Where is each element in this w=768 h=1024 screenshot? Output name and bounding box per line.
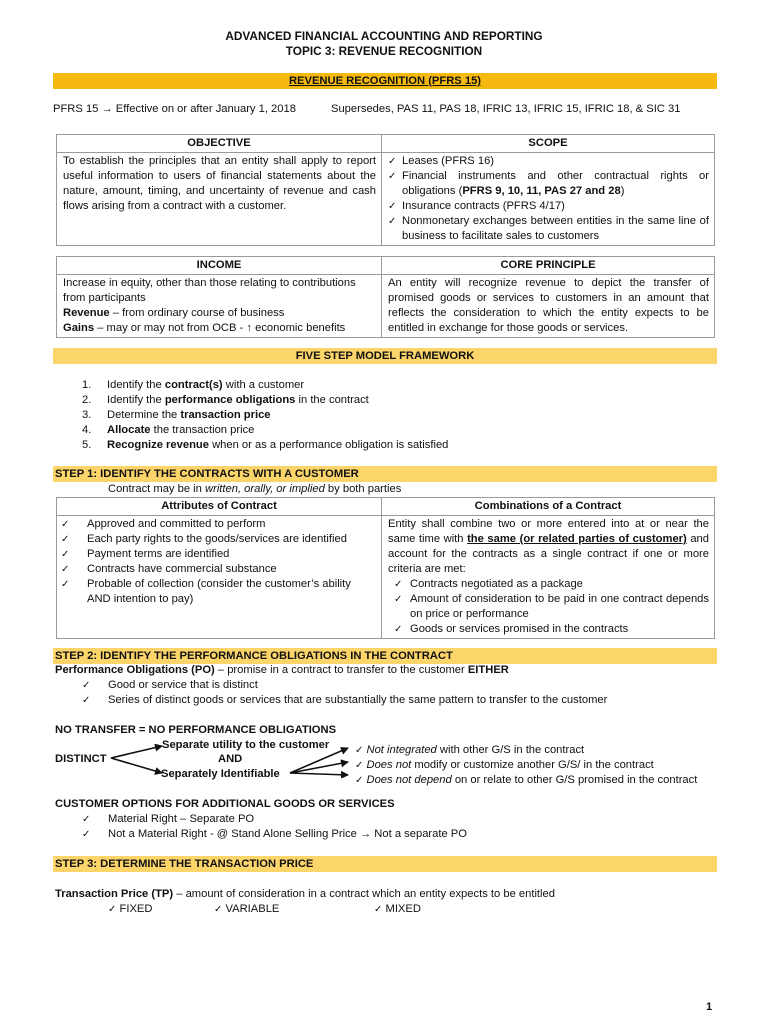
list-item: ✓ Financial instruments and other contractual rights or obligations (PFRS 9, 10, 11, PAS 27 and 28) xyxy=(388,170,709,197)
list-item: ✓ Probable of collection (consider the customer’s ability AND intention to pay) xyxy=(61,578,351,605)
scope-header: SCOPE xyxy=(382,135,715,153)
page-number: 1 xyxy=(706,1001,713,1013)
checkmark-icon: ✓ xyxy=(82,680,91,691)
checkmark-icon: ✓ xyxy=(214,904,223,915)
list-item: ✓ Nonmonetary exchanges between entities in the same line of business to facilitate sales to customers xyxy=(388,215,709,242)
pfrs-label: PFRS 15 xyxy=(53,103,102,115)
five-step-list xyxy=(82,378,682,453)
combinations-header: Combinations of a Contract xyxy=(382,498,715,516)
option-1-text: Material Right – Separate PO xyxy=(108,813,255,825)
scope-list xyxy=(388,154,709,244)
po-definition: Performance Obligations (PO) – promise in a contract to transfer to the customer EITHER xyxy=(55,664,509,676)
no-transfer-heading: NO TRANSFER = NO PERFORMANCE OBLIGATIONS xyxy=(55,724,337,736)
checkmark-icon: ✓ xyxy=(61,564,70,575)
tp-type-variable: ✓ VARIABLE xyxy=(214,903,280,915)
objective-header: OBJECTIVE xyxy=(57,135,382,153)
list-item: 2. Identify the performance obligations in the contract xyxy=(82,394,369,406)
list-item: ✓ Not integrated with other G/S in the contract xyxy=(355,744,585,756)
checkmark-icon: ✓ xyxy=(355,760,364,771)
gains-definition: Gains – may or may not from OCB - ↑ economic benefits xyxy=(63,322,346,334)
income-header: INCOME xyxy=(57,257,382,275)
step2-title: STEP 2: IDENTIFY THE PERFORMANCE OBLIGATIONS IN THE CONTRACT xyxy=(55,650,453,662)
checkmark-icon: ✓ xyxy=(108,904,117,915)
core-principle-header: CORE PRINCIPLE xyxy=(382,257,715,275)
tp-type-fixed: ✓ FIXED xyxy=(108,903,153,915)
list-item: ✓ Insurance contracts (PFRS 4/17) xyxy=(388,200,565,212)
section-bar-revenue-recognition xyxy=(53,73,717,89)
list-item: ✓ Each party rights to the goods/services are identified xyxy=(61,533,347,545)
contract-form-note: Contract may be in written, orally, or implied by both parties xyxy=(108,483,402,495)
combinations-list xyxy=(394,577,709,637)
list-item: 5. Recognize revenue when or as a performance obligation is satisfied xyxy=(82,439,449,451)
po-item-2 xyxy=(82,693,90,708)
document-title: ADVANCED FINANCIAL ACCOUNTING AND REPORTING xyxy=(225,29,543,43)
customer-options-heading: CUSTOMER OPTIONS FOR ADDITIONAL GOODS OR SERVICES xyxy=(55,798,395,810)
list-item: ✓ Contracts have commercial substance xyxy=(61,563,277,575)
checkmark-icon: ✓ xyxy=(388,201,397,212)
core-principle-text: An entity will recognize revenue to depict the transfer of promised goods or services to customers in an amount that reflects the consideration to which the entity expects to be entitled in exchange for those goods or services. xyxy=(382,275,715,338)
pfrs-effective-line xyxy=(53,102,296,117)
list-item: ✓ Approved and committed to perform xyxy=(61,518,266,530)
attributes-cell xyxy=(57,516,382,639)
list-item: ✓ Does not depend on or relate to other G/S promised in the contract xyxy=(355,774,698,786)
checkmark-icon: ✓ xyxy=(82,814,91,825)
arrow-right-icon: → xyxy=(360,828,372,840)
checkmark-icon: ✓ xyxy=(61,519,70,530)
po-item-1 xyxy=(82,678,90,693)
checkmark-icon: ✓ xyxy=(394,594,403,605)
arrow-right-icon: → xyxy=(101,103,113,115)
list-item: ✓ Does not modify or customize another G/S/ in the contract xyxy=(355,759,654,771)
checkmark-icon: ✓ xyxy=(388,171,397,182)
list-item: ✓ Contracts negotiated as a package xyxy=(394,578,583,590)
attributes-list xyxy=(61,517,376,607)
effective-date: Effective on or after January 1, 2018 xyxy=(112,103,296,115)
supersedes-text: Supersedes, PAS 11, PAS 18, IFRIC 13, IFRIC 15, IFRIC 18, & SIC 31 xyxy=(331,103,681,115)
checkmark-icon: ✓ xyxy=(82,829,91,840)
section-bar-step2 xyxy=(53,648,717,664)
section-bar-five-step xyxy=(53,348,717,364)
checkmark-icon: ✓ xyxy=(61,579,70,590)
section-bar-step1 xyxy=(53,466,717,482)
list-item: 3. Determine the transaction price xyxy=(82,409,271,421)
combinations-text: Entity shall combine two or more entered into at or near the same time with the same (or related parties of customer) and account for the contracts as a single contract if one or more criteria are met: xyxy=(388,518,709,575)
option-2-text: Not a Material Right - @ Stand Alone Selling Price → Not a separate PO xyxy=(108,828,467,840)
income-cell xyxy=(57,275,382,338)
checkmark-icon: ✓ xyxy=(82,695,91,706)
list-item: 1. Identify the contract(s) with a customer xyxy=(82,379,305,391)
checkmark-icon: ✓ xyxy=(394,579,403,590)
distinct-criteria xyxy=(355,743,735,788)
attributes-header: Attributes of Contract xyxy=(57,498,382,516)
checkmark-icon: ✓ xyxy=(355,745,364,756)
transaction-price-definition: Transaction Price (TP) – amount of consideration in a contract which an entity expects to be entitled xyxy=(55,888,555,900)
and-label: AND xyxy=(218,753,243,765)
list-item: ✓ Leases (PFRS 16) xyxy=(388,155,495,167)
branch-arrows-left-icon xyxy=(108,738,168,778)
option-2 xyxy=(82,827,90,842)
list-item: 4. Allocate the transaction price xyxy=(82,424,255,436)
separate-utility-label: Separate utility to the customer xyxy=(162,739,330,751)
checkmark-icon: ✓ xyxy=(61,534,70,545)
objective-scope-table xyxy=(56,134,715,246)
separately-identifiable-label: Separately Identifiable xyxy=(161,768,280,780)
checkmark-icon: ✓ xyxy=(374,904,383,915)
contract-table xyxy=(56,497,715,639)
checkmark-icon: ✓ xyxy=(388,156,397,167)
combinations-cell xyxy=(382,516,715,639)
checkmark-icon: ✓ xyxy=(355,775,364,786)
tp-type-mixed: ✓ MIXED xyxy=(374,903,421,915)
option-1 xyxy=(82,812,90,827)
po-item-2-text: Series of distinct goods or services that are substantially the same pattern to transfer to the customer xyxy=(108,694,608,706)
arrow-up-icon: ↑ xyxy=(246,322,252,334)
step3-title: STEP 3: DETERMINE THE TRANSACTION PRICE xyxy=(55,858,314,870)
distinct-label: DISTINCT xyxy=(55,753,107,765)
checkmark-icon: ✓ xyxy=(388,216,397,227)
checkmark-icon: ✓ xyxy=(61,549,70,560)
scope-cell xyxy=(382,153,715,246)
step1-title: STEP 1: IDENTIFY THE CONTRACTS WITH A CUSTOMER xyxy=(55,468,359,480)
checkmark-icon: ✓ xyxy=(394,624,403,635)
branch-arrows-right-icon xyxy=(288,742,354,778)
section-bar-step3 xyxy=(53,856,717,872)
list-item: ✓ Goods or services promised in the contracts xyxy=(394,623,629,635)
list-item: ✓ Amount of consideration to be paid in one contract depends on price or performance xyxy=(394,593,709,620)
revenue-definition: Revenue – from ordinary course of business xyxy=(63,307,285,319)
income-core-table xyxy=(56,256,715,338)
document-subtitle: TOPIC 3: REVENUE RECOGNITION xyxy=(285,44,483,58)
section-title: REVENUE RECOGNITION (PFRS 15) xyxy=(288,75,482,87)
po-item-1-text: Good or service that is distinct xyxy=(108,679,258,691)
section-title: FIVE STEP MODEL FRAMEWORK xyxy=(295,350,475,362)
list-item: ✓ Payment terms are identified xyxy=(61,548,230,560)
income-definition: Increase in equity, other than those relating to contributions from participants xyxy=(63,277,356,304)
objective-text: To establish the principles that an entity shall apply to report useful information to users of financial statements about the nature, amount, timing, and uncertainty of revenue and cash flows arising from a contract with a customer. xyxy=(57,153,382,246)
